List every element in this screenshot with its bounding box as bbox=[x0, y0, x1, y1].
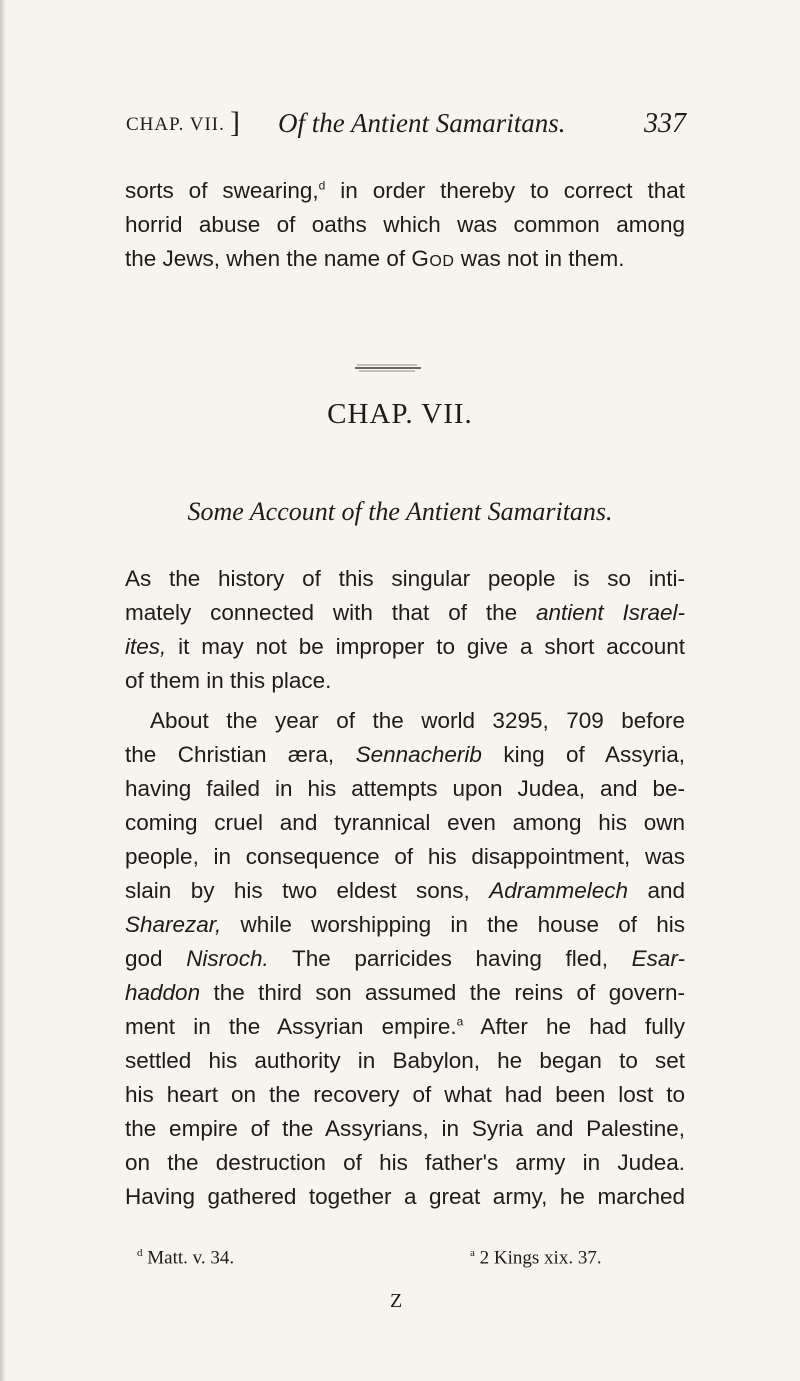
text-line: god Nisroch. The parricides having fled, Esar- bbox=[125, 946, 685, 971]
text-line: Having gathered together a great army, he marched bbox=[125, 1184, 685, 1209]
running-head-chapter: CHAP. VII. bbox=[126, 114, 225, 135]
text-line: sorts of swearing,$^d$ in order thereby to correct that bbox=[125, 178, 685, 203]
text-line: slain by his two eldest sons, Adrammelech and bbox=[125, 878, 686, 903]
text-line: Sharezar, while worshipping in the house of his bbox=[125, 912, 685, 937]
chapter-subtitle: Some Account of the Antient Samaritans. bbox=[187, 497, 613, 526]
footnote-ref: a bbox=[456, 1014, 464, 1029]
text-line: coming cruel and tyrannical even among his own bbox=[125, 810, 685, 835]
chapter-heading: CHAP. VII. bbox=[327, 398, 473, 430]
signature-mark: Z bbox=[390, 1290, 403, 1312]
text-line: ment in the Assyrian empire.$^a$ After he had fully bbox=[125, 1014, 685, 1039]
text-line: having failed in his attempts upon Judea, and be- bbox=[125, 776, 685, 801]
running-head bbox=[126, 108, 686, 148]
text-line: haddon the third son assumed the reins of govern- bbox=[125, 980, 685, 1005]
text-line: his heart on the recovery of what had been lost to bbox=[125, 1082, 685, 1107]
footnote-d: $^d$ Matt. v. 34. bbox=[137, 1247, 235, 1269]
text-line: mately connected with that of the antient Israel- bbox=[125, 600, 685, 625]
section-divider-rule bbox=[355, 363, 455, 373]
footnote-a: $^a$ 2 Kings xix. 37. bbox=[470, 1247, 602, 1269]
footnote-ref: d bbox=[318, 178, 326, 193]
text-line: on the destruction of his father's army in Judea. bbox=[125, 1150, 685, 1175]
page-edge-shadow bbox=[0, 0, 6, 1381]
text-line: horrid abuse of oaths which was common among bbox=[125, 212, 685, 237]
running-head-title: Of the Antient Samaritans. bbox=[278, 108, 566, 138]
text-line: the Christian æra, Sennacherib king of Assyria, bbox=[125, 742, 685, 767]
text-line: About the year of the world 3295, 709 before bbox=[150, 708, 685, 733]
text-line: As the history of this singular people is so inti- bbox=[125, 566, 685, 591]
text-line: ites, it may not be improper to give a short account bbox=[125, 634, 685, 659]
text-line: the empire of the Assyrians, in Syria and Palestine, bbox=[125, 1116, 685, 1141]
text-line: settled his authority in Babylon, he began to set bbox=[125, 1048, 685, 1073]
page-number: 337 bbox=[644, 108, 686, 139]
text-line: people, in consequence of his disappointment, was bbox=[125, 844, 685, 869]
text-line: the Jews, when the name of God was not in them. bbox=[125, 246, 625, 271]
running-head-bracket: ] bbox=[230, 106, 240, 139]
text-line: of them in this place. bbox=[125, 668, 332, 693]
